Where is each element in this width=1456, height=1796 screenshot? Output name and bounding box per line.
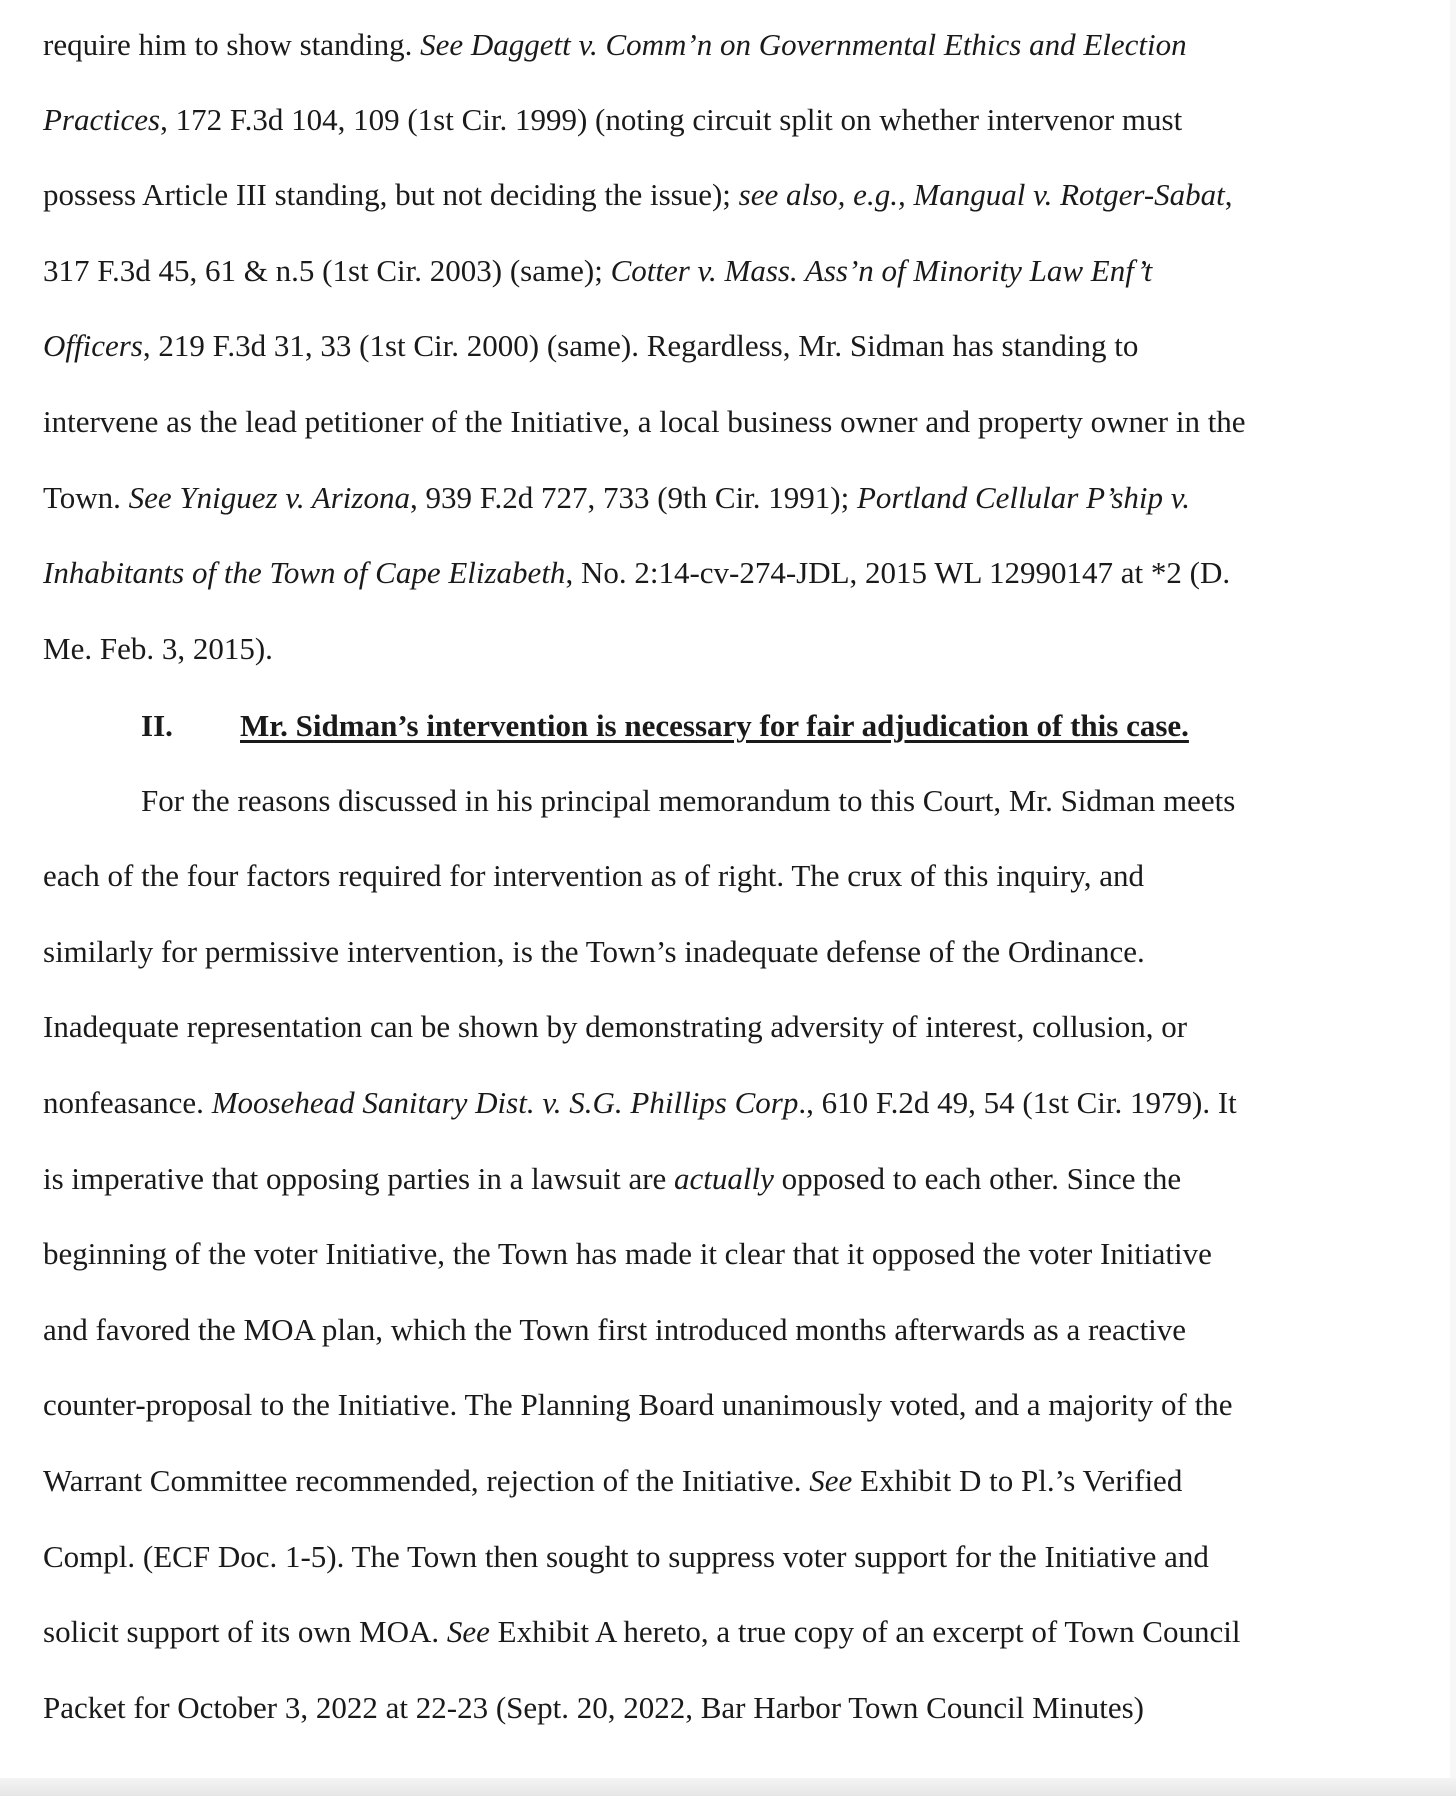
text-line — [43, 100, 1182, 140]
text-line — [43, 856, 1144, 896]
text-line — [43, 1612, 1240, 1652]
italic-citation: actually — [674, 1161, 774, 1196]
text-run: beginning of the voter Initiative, the Town has made it clear that it opposed the voter Initiative — [43, 1236, 1212, 1271]
text-line — [43, 402, 1246, 442]
text-line — [43, 326, 1138, 366]
italic-citation: Inhabitants of the Town of Cape Elizabeth — [43, 555, 566, 590]
text-run: possess Article III standing, but not deciding the issue); — [43, 177, 739, 212]
italic-citation: See Daggett v. Comm’n on Governmental Ethics and Election — [420, 27, 1187, 62]
text-run: nonfeasance. — [43, 1085, 212, 1120]
page-edge — [1450, 0, 1456, 1796]
text-line — [43, 1461, 1182, 1501]
text-line — [141, 781, 1235, 821]
text-run: Warrant Committee recommended, rejection of the Initiative. — [43, 1463, 810, 1498]
text-run: solicit support of its own MOA. — [43, 1614, 447, 1649]
italic-citation: Moosehead Sanitary Dist. v. S.G. Phillips Corp — [211, 1085, 799, 1120]
italic-citation: See Yniguez v. Arizona — [128, 480, 410, 515]
text-line — [43, 1234, 1212, 1274]
italic-citation: See — [446, 1614, 490, 1649]
text-run: require him to show standing. — [43, 27, 421, 62]
text-run: ., 610 F.2d 49, 54 (1st Cir. 1979). It — [798, 1085, 1237, 1120]
text-run: Inadequate representation can be shown by demonstrating adversity of interest, collusion, or — [43, 1009, 1188, 1044]
text-run: 317 F.3d 45, 61 & n.5 (1st Cir. 2003) (same); — [43, 253, 611, 288]
italic-citation: see also, e.g., Mangual v. Rotger-Sabat — [738, 177, 1225, 212]
text-run: counter-proposal to the Initiative. The Planning Board unanimously voted, and a majority of the — [43, 1387, 1233, 1422]
text-line — [43, 553, 1230, 593]
text-run: Compl. (ECF Doc. 1-5). The Town then sought to suppress voter support for the Initiative and — [43, 1539, 1209, 1574]
text-run: , — [1224, 177, 1233, 212]
text-run: Me. Feb. 3, 2015). — [43, 631, 273, 666]
section-heading: Mr. Sidman’s intervention is necessary for fair adjudication of this case. — [240, 708, 1189, 743]
text-run: Exhibit D to Pl.’s Verified — [852, 1463, 1183, 1498]
section-number: II. — [141, 708, 173, 743]
italic-citation: Cotter v. Mass. Ass’n of Minority Law Enf’t — [610, 253, 1153, 288]
italic-citation: Officers — [43, 328, 143, 363]
text-line — [43, 25, 1187, 65]
text-run: Exhibit A hereto, a true copy of an excerpt of Town Council — [489, 1614, 1241, 1649]
text-line — [43, 1310, 1186, 1350]
text-line — [43, 1083, 1237, 1123]
text-line — [43, 1159, 1181, 1199]
text-line — [43, 1007, 1187, 1047]
text-run: , 172 F.3d 104, 109 (1st Cir. 1999) (noting circuit split on whether intervenor must — [160, 102, 1183, 137]
text-line — [43, 1385, 1232, 1425]
text-run: each of the four factors required for intervention as of right. The crux of this inquiry, and — [43, 858, 1144, 893]
italic-citation: Practices — [43, 102, 161, 137]
text-run: similarly for permissive intervention, is the Town’s inadequate defense of the Ordinance. — [43, 934, 1145, 969]
text-run: intervene as the lead petitioner of the Initiative, a local business owner and property owner in the — [43, 404, 1246, 439]
text-run: is imperative that opposing parties in a lawsuit are — [43, 1161, 675, 1196]
text-run: opposed to each other. Since the — [773, 1161, 1182, 1196]
text-line — [43, 629, 273, 669]
text-line — [43, 1688, 1144, 1728]
text-run: and favored the MOA plan, which the Town first introduced months afterwards as a reactive — [43, 1312, 1187, 1347]
text-run: , 939 F.2d 727, 733 (9th Cir. 1991); — [409, 480, 857, 515]
text-line — [43, 1537, 1209, 1577]
text-line — [43, 478, 1190, 518]
text-line — [43, 175, 1233, 215]
text-run: , 219 F.3d 31, 33 (1st Cir. 2000) (same). Regardless, Mr. Sidman has standing to — [142, 328, 1139, 363]
text-run: Packet for October 3, 2022 at 22-23 (Sept. 20, 2022, Bar Harbor Town Council Minutes) — [43, 1690, 1144, 1725]
italic-citation: Portland Cellular P’ship v. — [857, 480, 1190, 515]
text-run: For the reasons discussed in his principal memorandum to this Court, Mr. Sidman meets — [141, 783, 1236, 818]
text-line — [43, 251, 1152, 291]
text-line — [43, 932, 1145, 972]
text-run: , No. 2:14-cv-274-JDL, 2015 WL 12990147 at *2 (D. — [565, 555, 1231, 590]
text-run: Town. — [43, 480, 129, 515]
italic-citation: See — [809, 1463, 853, 1498]
page-bottom-edge — [0, 1778, 1456, 1796]
